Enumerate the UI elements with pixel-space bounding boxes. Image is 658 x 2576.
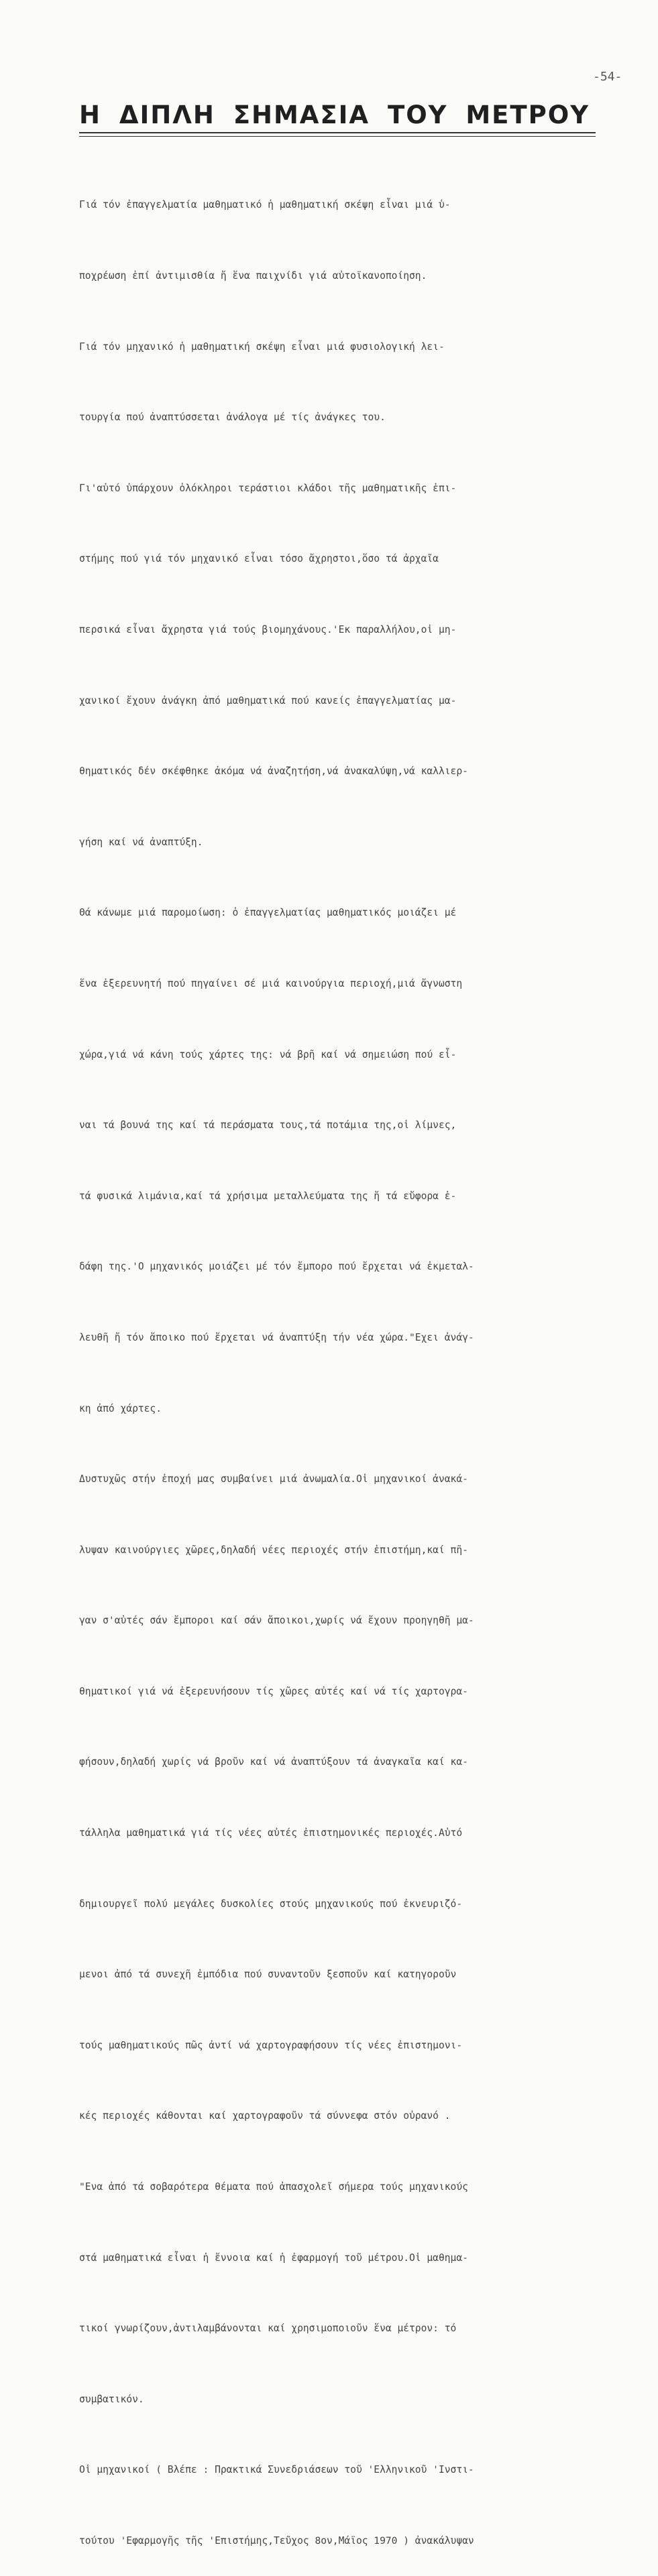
text-line: γαν σ'αὐτές σάν ἔμποροι καί σάν ἄποικοι,χωρίς νά ἔχουν προηγηθῆ μα-: [79, 1615, 474, 1627]
text-line: κές περιοχές κάθονται καί χαρτογραφοῦν τά σύννεφα στόν οὐρανό .: [79, 2110, 451, 2122]
text-line: τουργία πού ἀναπτύσσεται ἀνάλογα μέ τίς ἀνάγκες του.: [79, 412, 386, 424]
text-line: Οἱ μηχανικοί ( Βλέπε : Πρακτικά Συνεδριάσεων τοῦ 'Ελληνικοῦ 'Ινστι-: [79, 2464, 474, 2476]
text-line: "Ενα ἀπό τά σοβαρότερα θέματα πού ἀπασχολεῖ σήμερα τούς μηχανικούς: [79, 2181, 468, 2193]
text-line: στήμης πού γιά τόν μηχανικό εἶναι τόσο ἄχρηστοι,ὅσο τά ἀρχαῖα: [79, 553, 439, 565]
title-underline-secondary: [79, 136, 596, 137]
text-line: ναι τά βουνά της καί τά περάσματα τους,τά ποτάμια της,οἱ λίμνες,: [79, 1119, 457, 1131]
text-line: περσικά εἶναι ἄχρηστα γιά τούς βιομηχάνους.'Εκ παραλλήλου,οἱ μη-: [79, 623, 457, 635]
page-title: Η ΔΙΠΛΗ ΣΗΜΑΣΙΑ ΤΟΥ ΜΕΤΡΟΥ: [79, 101, 590, 129]
text-line: λυψαν καινούργιες χῶρες,δηλαδή νέες περιοχές στήν ἐπιστήμη,καί πῆ-: [79, 1544, 468, 1556]
body-text: [79, 146, 629, 2576]
text-line: φήσουν,δηλαδή χωρίς νά βροῦν καί νά ἀναπτύξουν τά ἀναγκαῖα καί κα-: [79, 1756, 468, 1768]
text-line: τικοί γνωρίζουν,ἀντιλαμβάνονται καί χρησιμοποιοῦν ἕνα μέτρον: τό: [79, 2323, 457, 2335]
text-line: ποχρέωση ἐπί ἀντιμισθία ἤ ἕνα παιχνίδι γιά αὐτοϊκανοποίηση.: [79, 270, 427, 282]
text-line: τούς μαθηματικούς πῶς ἀντί νά χαρτογραφήσουν τίς νέες ἐπιστημονι-: [79, 2039, 463, 2051]
title-underline: [79, 132, 596, 133]
text-line: δάφη της.'Ο μηχανικός μοιάζει μέ τόν ἔμπορο πού ἔρχεται νά ἐκμεταλ-: [79, 1261, 474, 1273]
page-number: -54-: [593, 70, 622, 84]
text-line: κη ἀπό χάρτες.: [79, 1402, 162, 1414]
text-line: λευθῆ ἤ τόν ἄποικο πού ἔρχεται νά ἀναπτύξη τήν νέα χώρα."Εχει ἀνάγ-: [79, 1331, 474, 1343]
text-line: συμβατικόν.: [79, 2393, 144, 2405]
text-line: ἕνα ἐξερευνητή πού πηγαίνει σέ μιά καινούργια περιοχή,μιά ἄγνωστη: [79, 977, 463, 989]
text-line: Γι'αὐτό ὑπάρχουν ὁλόκληροι τεράστιοι κλάδοι τῆς μαθηματικῆς ἐπι-: [79, 482, 457, 494]
text-line: θηματικοί γιά νά ἐξερευνήσουν τίς χῶρες αὐτές καί νά τίς χαρτογρα-: [79, 1685, 468, 1697]
text-line: Γιά τόν ἐπαγγελματία μαθηματικό ἡ μαθηματική σκέψη εἶναι μιά ὑ-: [79, 199, 451, 211]
text-line: θηματικός δέν σκέφθηκε ἀκόμα νά ἀναζητήση,νά ἀνακαλύψη,νά καλλιερ-: [79, 765, 468, 778]
text-line: δημιουργεῖ πολύ μεγάλες δυσκολίες στούς μηχανικούς πού ἐκνευριζό-: [79, 1898, 463, 1910]
text-line: χανικοί ἔχουν ἀνάγκη ἀπό μαθηματικά πού κανείς ἐπαγγελματίας μα-: [79, 694, 457, 707]
text-line: τούτου 'Εφαρμογῆς τῆς 'Επιστήμης,Τεῦχος 8ον,Μάϊος 1970 ) ἀνακάλυψαν: [79, 2535, 474, 2547]
text-line: Θά κάνωμε μιά παρομοίωση: ὁ ἐπαγγελματίας μαθηματικός μοιάζει μέ: [79, 907, 457, 919]
text-line: Δυστυχῶς στήν ἐποχή μας συμβαίνει μιά ἀνωμαλία.Οἱ μηχανικοί ἀνακά-: [79, 1473, 468, 1485]
text-line: τάλληλα μαθηματικά γιά τίς νέες αὐτές ἐπιστημονικές περιοχές.Αὐτό: [79, 1827, 463, 1839]
text-line: Γιά τόν μηχανικό ἡ μαθηματική σκέψη εἶναι μιά φυσιολογική λει-: [79, 341, 445, 353]
text-line: μενοι ἀπό τά συνεχῆ ἐμπόδια πού συναντοῦν ξεσποῦν καί κατηγοροῦν: [79, 1969, 457, 1981]
text-line: στά μαθηματικά εἶναι ἡ ἔννοια καί ἡ ἐφαρμογή τοῦ μέτρου.Οἱ μαθημα-: [79, 2252, 468, 2264]
text-line: γήση καί νά ἀναπτύξη.: [79, 836, 203, 848]
text-line: χώρα,γιά νά κάνη τούς χάρτες της: νά βρῆ καί νά σημειώση πού εἶ-: [79, 1048, 457, 1060]
text-line: τά φυσικά λιμάνια,καί τά χρήσιμα μεταλλεύματα της ἤ τά εὔφορα ἐ-: [79, 1190, 457, 1202]
